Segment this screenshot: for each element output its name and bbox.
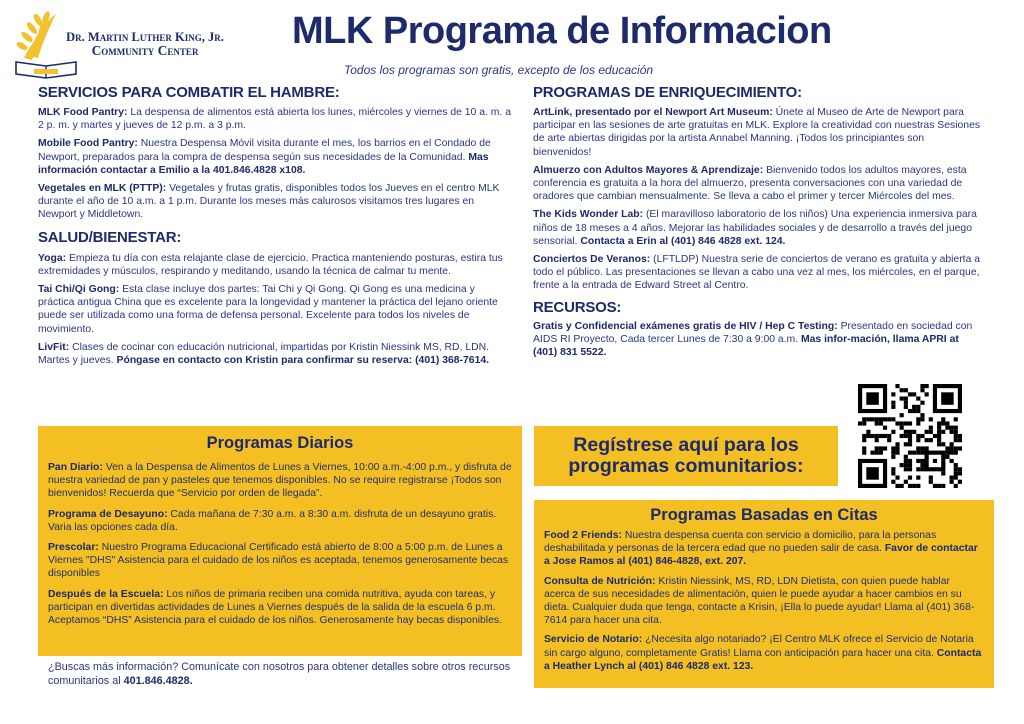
page-title: MLK Programa de Informacion xyxy=(292,10,832,52)
livfit-text: Clases de cocinar con educación nutricional, impartidas por Kristin Niessink MS, RD, LDN. Martes y jueves. xyxy=(38,341,490,367)
taichi-label: Tai Chi/Qi Gong: xyxy=(38,284,120,296)
breakfast-label: Programa de Desayuno: xyxy=(48,508,168,520)
preschool-label: Prescolar: xyxy=(48,542,99,554)
daily-programs-box xyxy=(38,426,522,656)
logo-line-2: Community Center xyxy=(91,43,199,58)
livfit-item xyxy=(38,341,514,367)
mobile-pantry-label: Mobile Food Pantry: xyxy=(38,138,138,150)
bread-label: Pan Diario: xyxy=(48,462,103,473)
hiv-testing-text: Presentado en sociedad con AIDS RI Proyecto, Cada tercer Lunes de 7:30 a 9:00 a.m. xyxy=(533,320,973,345)
food2friends-label: Food 2 Friends: xyxy=(544,530,622,541)
hunger-section xyxy=(38,84,514,372)
food-pantry-label: MLK Food Pantry: xyxy=(38,107,128,118)
notary-text: ¿Necesita algo notariado? ¡El Centro MLK ofrece el Servicio de Notaria sin cargo alguno, completamente Gratis! Llama con anticipación para hacer una cita. xyxy=(544,634,974,659)
notary-item xyxy=(544,633,984,673)
food2friends-text: Nuestra despensa cuenta con servicio a domicilio, para la personas deshabilitada y personas de la tercera edad que no pueden salir de casa. xyxy=(544,530,937,555)
lunch-learn-label: Almuerzo con Adultos Mayores & Aprendizaje: xyxy=(533,164,764,176)
open-book-icon xyxy=(14,56,78,80)
preschool-text: Nuestro Programa Educacional Certificado está abierto de 8:00 a 5:00 p.m. de Lunes a Viernes "DHS" Asistencia para el cuidado de los niños es aceptada, tenemos generosamente becas disponibles xyxy=(48,542,509,580)
page-subtitle: Todos los programas son gratis, excepto de los educación xyxy=(344,63,654,77)
kids-lab-label: The Kids Wonder Lab: xyxy=(533,209,644,221)
hiv-testing-label: Gratis y Confidencial exámenes gratis de HIV / Hep C Testing: xyxy=(533,320,838,332)
vegetables-text: Vegetales y frutas gratis, disponibles todos los Jueves en el centro MLK durante el año de 10 a.m. a 1 p.m. Durante los meses más calurosos visitamos tres lugares en Newport y Middletown. xyxy=(38,183,500,221)
concerts-text: (LFTLDP) Nuestra serie de conciertos de verano es gratuita y abierta a todo el público. Las presentaciones se llevan a cabo una vez al mes, los miércoles, en el parque, frente a la entrada de Edward Street al Centro. xyxy=(533,254,981,292)
artlink-text: Únete al Museo de Arte de Newport para participar en las sesiones de arte gratuitas en MLK. Explore la creatividad con nuestras Sesiones de arte abiertas dirigidas por la artista Annabel Manning. ¡Todos los principiantes son bienvenidos! xyxy=(533,107,981,158)
kids-lab-text: (El maravilloso laboratorio de los niños) Una experiencia inmersiva para niños de 18 meses a 4 años. Mejorar las habilidades sociales y de desarrollo a través del juego sensorial. xyxy=(533,209,977,247)
kids-lab-item xyxy=(533,208,983,248)
afterschool-text: Los niños de primaria reciben una comida nutritiva, ayuda con tareas, y participan en divertidas actividades de Lunes a Viernes después de la salida de la escuela 6 p.m. Aceptamos “DHS” Asistencia para el cuidado de los niños. Generosamente hay becas disponibles. xyxy=(48,588,502,627)
yoga-text: Empieza tu día con esta relajante clase de ejercicio. Practica manteniendo posturas, estira tus extremidades y músculos, respirando y meditando, usando la técnica de calmar tu mente. xyxy=(38,252,503,277)
logo xyxy=(10,6,260,80)
mobile-pantry-item xyxy=(38,137,514,177)
health-heading: SALUD/BIENESTAR: xyxy=(38,228,182,246)
qr-code-icon xyxy=(858,384,962,488)
resources-heading: RECURSOS: xyxy=(533,298,622,316)
daily-programs-heading: Programas Diarios xyxy=(206,434,354,452)
nutrition-text: Kristin Niessink, MS, RD, LDN Dietista, con quien puede hablar acerca de sus necesidades de alimentación, quien le puede ayudar a hacer cambios en su dieta. Cualquier duda que tenga, contacte a Krisin, ¡Ella lo puede ayudar! Llama al (401) 368-7614 para hacer una cita. xyxy=(544,575,975,627)
notary-label: Servicio de Notario: xyxy=(544,634,643,646)
lunch-learn-item xyxy=(533,164,983,204)
qr-code[interactable] xyxy=(858,384,962,488)
afterschool-item xyxy=(48,588,512,628)
logo-line-1: Dr. Martin Luther King, Jr. xyxy=(66,30,224,44)
food-pantry-text: La despensa de alimentos está abierta los lunes, miércoles y viernes de 10 a. m. a 2 p. m. y martes y jueves de 12 p.m. a 3 p.m. xyxy=(38,107,511,132)
yoga-label: Yoga: xyxy=(38,252,67,264)
more-info-text: ¿Buscas más información? Comunícate con nosotros para obtener detalles sobre otros recursos comunitarios al xyxy=(48,661,511,687)
hunger-heading: SERVICIOS PARA COMBATIR EL HAMBRE: xyxy=(38,84,340,101)
appointment-programs-heading: Programas Basadas en Citas xyxy=(650,506,878,524)
artlink-label: ArtLink, presentado por el Newport Art Museum: xyxy=(533,107,773,118)
bread-text: Ven a la Despensa de Alimentos de Lunes a Viernes, 10:00 a.m.-4:00 p.m., y disfruta de nuestra variedad de pan y pasteles que tenemos disponibles. No se require registrarse ¡Todos son bienvenidos! Recuerda que “Servicio por orden de llegada”. xyxy=(48,462,512,500)
taichi-text: Esta clase incluye dos partes: Tai Chi y Qi Gong. Qi Gong es una medicina y práctica antigua China que es excelente para la longevidad y mantener la práctica del lejano oriente puede ser utilizada como una forma de defensa personal. Excelente para todos los niveles de movimiento. xyxy=(38,284,498,335)
concerts-label: Conciertos De Veranos: xyxy=(533,254,651,266)
mobile-pantry-text: Nuestra Despensa Móvil visita durante el mes, los barrios en el Condado de Newport, preparados para la compra de despensa según sus necesidades de la Comunidad. xyxy=(38,138,491,163)
lunch-learn-text: Bienvenido todos los adultos mayores, esta conferencia es gratuita a la hora del almuerzo, presenta conversaciones con una variedad de oradores que cambian mensualmente. Se lleva a cabo el primer y tercer Miércoles del mes. xyxy=(533,164,967,203)
hiv-testing-contact: Mas infor-mación, llama APRI at (401) 831 5522. xyxy=(533,333,959,359)
more-info-note xyxy=(48,660,518,688)
artlink-item xyxy=(533,106,983,159)
food-pantry-item xyxy=(38,106,514,132)
preschool-item xyxy=(48,541,512,581)
appointment-programs-box xyxy=(534,500,994,688)
mobile-pantry-contact: Mas información contactar a Emilio a la 401.846.4828 x108. xyxy=(38,151,489,176)
nutrition-item xyxy=(544,575,984,628)
register-heading: Regístrese aquí para los programas comunitarios: xyxy=(568,434,804,477)
livfit-label: LivFit: xyxy=(38,341,70,353)
vegetables-item xyxy=(38,182,514,222)
kids-lab-contact: Contacta a Erin al (401) 846 4828 ext. 124. xyxy=(580,235,786,247)
afterschool-label: Después de la Escuela: xyxy=(48,588,164,600)
taichi-item xyxy=(38,283,514,336)
hiv-testing-item xyxy=(533,320,983,360)
enrichment-heading: PROGRAMAS DE ENRIQUECIMIENTO: xyxy=(533,84,802,101)
bread-item xyxy=(48,461,512,501)
concerts-item xyxy=(533,253,983,293)
notary-contact: Contacta a Heather Lynch al (401) 846 4828 ext. 123. xyxy=(544,647,982,672)
food2friends-contact: Favor de contactar a Jose Ramos al (401) 846-4828, ext. 207. xyxy=(544,543,978,568)
nutrition-label: Consulta de Nutrición: xyxy=(544,575,656,587)
livfit-contact: Póngase en contacto con Kristin para confirmar su reserva: (401) 368-7614. xyxy=(116,355,490,367)
yoga-item xyxy=(38,252,514,278)
more-info-phone: 401.846.4828. xyxy=(123,675,193,687)
register-box[interactable] xyxy=(534,426,838,486)
enrichment-section xyxy=(533,84,983,364)
breakfast-item xyxy=(48,508,512,534)
vegetables-label: Vegetales en MLK (PTTP): xyxy=(38,183,167,195)
food2friends-item xyxy=(544,529,984,569)
breakfast-text: Cada mañana de 7:30 a.m. a 8:30 a.m. disfruta de un desayuno gratis. Varia las opciones cada día. xyxy=(48,508,497,533)
